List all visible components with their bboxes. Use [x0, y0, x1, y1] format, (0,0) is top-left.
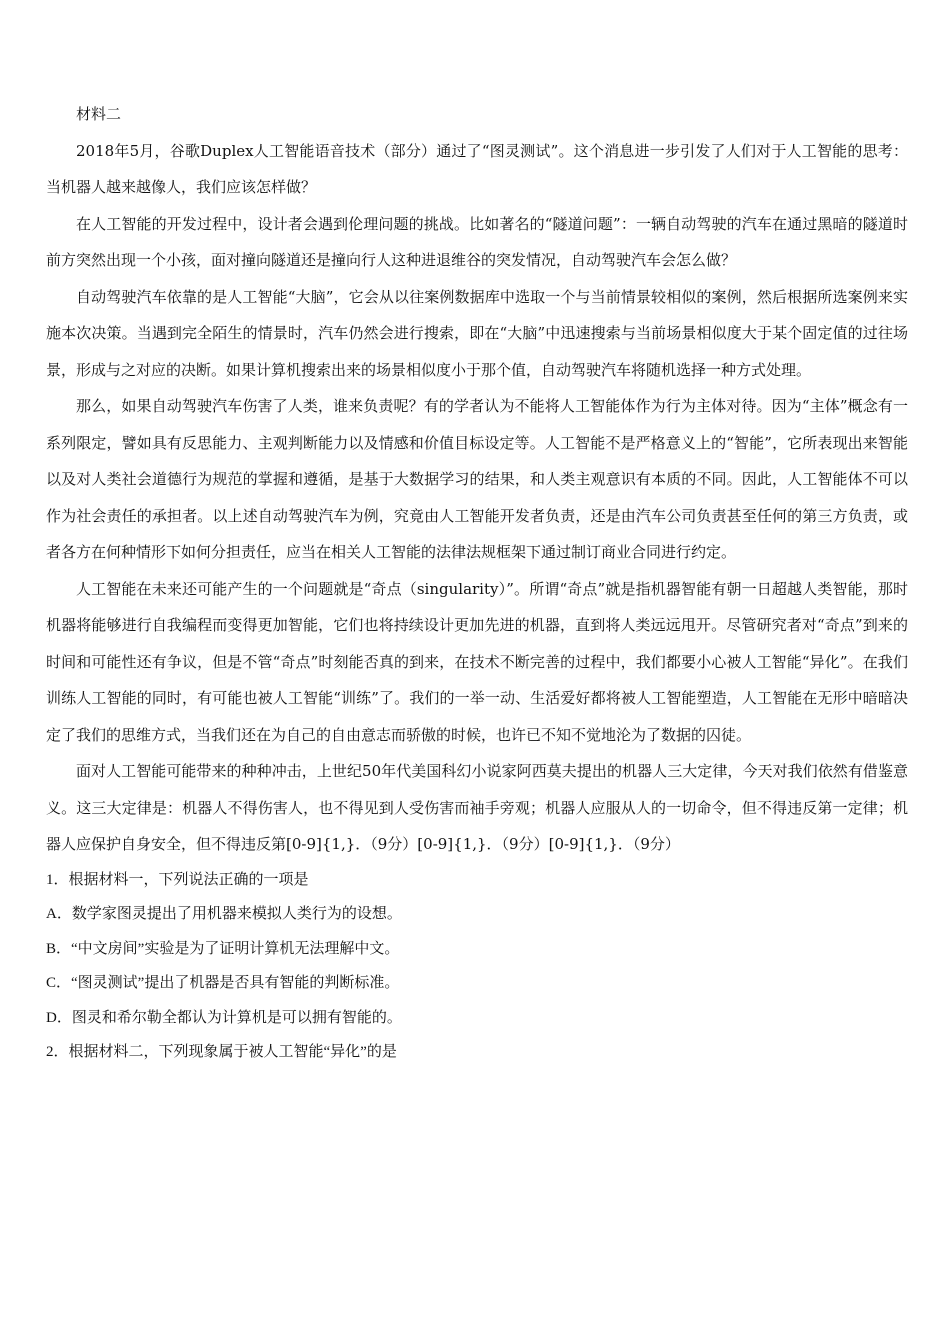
option-b: B．“中文房间”实验是为了证明计算机无法理解中文。 — [46, 940, 400, 957]
option-d: D．图灵和希尔勒全都认为计算机是可以拥有智能的。 — [46, 1009, 402, 1026]
paragraph-ai-brain: 自动驾驶汽车依靠的是人工智能“大脑”，它会从以往案例数据库中选取一个与当前情景较相似的案例，然后根据所选案例来实施本次决策。当遇到完全陌生的情景时，汽车仍然会进行搜索，即在“大脑”中迅速搜索与当前场景相似度大于某个固定值的过往场景，形成与之对应的决断。如果计算机搜索出来的场景相似度小于那个值，自动驾驶汽车将随机选择一种方式处理。 — [46, 287, 908, 379]
paragraph-singularity: 人工智能在未来还可能产生的一个问题就是“奇点（singularity）”。所谓“奇点”就是指机器智能有朝一日超越人类智能，那时机器将能够进行自我编程而变得更加智能，它们也将持续设计更加先进的机器，直到将人类远远甩开。尽管研究者对“奇点”到来的时间和可能性还有争议，但是不管“奇点”时刻能否真的到来，在技术不断完善的过程中，我们都要小心被人工智能“异化”。在我们训练人工智能的同时，有可能也被人工智能“训练”了。我们的一举一动、生活爱好都将被人工智能塑造，人工智能在无形中暗暗决定了我们的思维方式，当我们还在为自己的自由意志而骄傲的时候，也许已不知不觉地沦为了数据的囚徒。 — [46, 579, 908, 744]
paragraph-three-laws: 面对人工智能可能带来的种种冲击，上世纪50年代美国科幻小说家阿西莫夫提出的机器人三大定律，今天对我们依然有借鉴意义。这三大定律是：机器人不得伤害人，也不得见到人受伤害而袖手旁观；机器人应服从人的一切命令，但不得违反第一定律；机器人应保护自身安全，但不得违反第[0-9]{1,}．（9分）[0-9]{1,}．（9分）[0-9]{1,}．（9分） — [46, 762, 908, 853]
option-c: C．“图灵测试”提出了机器是否具有智能的判断标准。 — [46, 975, 400, 991]
section-title: 材料二 — [76, 105, 122, 123]
option-a: A．数学家图灵提出了用机器来模拟人类行为的设想。 — [46, 906, 402, 922]
paragraph-responsibility: 那么，如果自动驾驶汽车伤害了人类，谁来负责呢？有的学者认为不能将人工智能体作为行为主体对待。因为“主体”概念有一系列限定，譬如具有反思能力、主观判断能力以及情感和价值目标设定等。人工智能不是严格意义上的“智能”，它所表现出来智能以及对人类社会道德行为规范的掌握和遵循，是基于大数据学习的结果，和人类主观意识有本质的不同。因此，人工智能体不可以作为社会责任的承担者。以上述自动驾驶汽车为例，究竟由人工智能开发者负责，还是由汽车公司负责甚至任何的第三方负责，或者各方在何种情形下如何分担责任，应当在相关人工智能的法律法规框架下通过制订商业合同进行约定。 — [46, 397, 908, 561]
paragraph-duplex: 2018年5月，谷歌Duplex人工智能语音技术（部分）通过了“图灵测试”。这个消息进一步引发了人们对于人工智能的思考：当机器人越来越像人，我们应该怎样做？ — [46, 141, 908, 196]
paragraph-tunnel-problem: 在人工智能的开发过程中，设计者会遇到伦理问题的挑战。比如著名的“隧道问题”：一辆自动驾驶的汽车在通过黑暗的隧道时前方突然出现一个小孩，面对撞向隧道还是撞向行人这种进退维谷的突发情况，自动驾驶汽车会怎么做？ — [46, 214, 908, 269]
document-page — [46, 96, 908, 1070]
question-2: 2．根据材料二，下列现象属于被人工智能“异化”的是 — [46, 1044, 397, 1060]
question-1: 1．根据材料一，下列说法正确的一项是 — [46, 871, 309, 888]
